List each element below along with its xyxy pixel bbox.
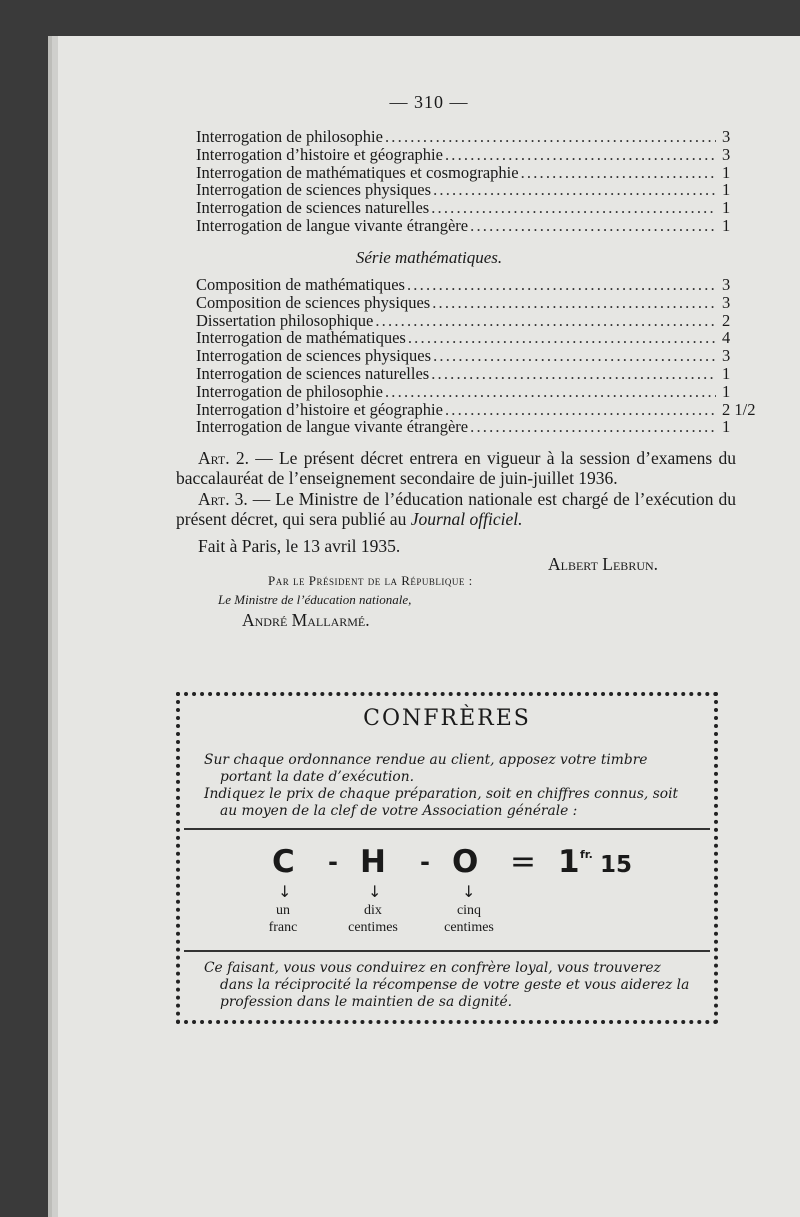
arrow-down-icon: ↓ [278,882,292,901]
list-item-value: 1 [722,162,731,182]
unit-label [238,902,328,936]
formula-dash: - [420,848,430,876]
leader-dots [407,276,716,294]
list-item-value: 3 [722,127,731,146]
box-instructions [204,752,698,820]
list-item [196,346,731,366]
formula-price: 1 [558,844,580,880]
leader-dots [431,365,716,383]
list-item-value: 1 [722,215,731,235]
list-item [196,399,756,419]
box-conclusion [204,960,698,1011]
document-page [58,36,800,1217]
leader-dots [445,146,716,164]
list-item-label: Interrogation de langue vivante étrangère [196,215,469,235]
unit-line: centimes [444,920,494,935]
leader-dots [521,164,716,182]
article-label: Art. 3. [198,489,248,509]
list-item-label: Interrogation de sciences naturelles [196,363,430,383]
article-text: — Le Ministre de l’éducation nationale est chargé de l’exécution du présent décret, qui sera publié au [176,489,736,529]
list-item [196,127,731,146]
coefficient-list-mathematiques [196,275,756,437]
list-item [196,363,731,383]
list-item-label: Dissertation philosophique [196,310,374,330]
leader-dots [433,347,716,365]
list-item-value: 3 [722,275,731,294]
date-place: Fait à Paris, le 13 avril 1935. [198,536,401,556]
formula-dash: - [328,848,338,876]
box-paragraph: Indiquez le prix de chaque préparation, soit en chiffres connus, soit au moyen de la clef de votre Association générale : [204,786,679,819]
par-le-president: Par le Président de la République : [268,573,473,588]
leader-dots [408,329,716,347]
box-paragraph: Ce faisant, vous vous conduirez en confrère loyal, vous trouverez dans la réciprocité la récompense de votre geste et vous aiderez la profession dans le maintien de sa dignité. [204,960,690,1010]
article-2 [176,448,736,488]
list-item [196,275,731,294]
unit-line: franc [268,920,298,935]
unit-label [424,902,514,936]
article-label: Art. 2. [198,448,249,468]
list-item-label: Composition de mathématiques [196,275,405,294]
box-title: CONFRÈRES [363,706,531,731]
formula-c: C [272,844,295,880]
formula-o: O [452,844,479,880]
list-item-label: Interrogation de sciences physiques [196,180,432,200]
arrow-down-icon: ↓ [462,882,476,901]
list-item-value: 1 [722,180,731,200]
journal-title: Journal officiel. [410,509,523,529]
leader-dots [470,418,716,436]
list-item-value: 4 [722,328,731,348]
list-item [196,310,731,330]
list-item [196,292,731,312]
list-item-value: 1 [722,198,731,218]
list-item [196,381,731,401]
unit-line: centimes [348,920,398,935]
divider [184,950,710,952]
list-item [196,180,731,200]
article-3 [176,489,736,529]
page-number: — 310 — [389,92,469,112]
list-item-value: 3 [722,346,731,366]
arrow-down-icon: ↓ [368,882,382,901]
leader-dots [431,199,716,217]
list-item-value: 1 [722,417,731,437]
list-item-label: Composition de sciences physiques [196,292,431,312]
ministre-title: Le Ministre de l’éducation nationale, [218,592,412,607]
signature-ministre: André Mallarmé. [242,610,370,630]
formula-h: H [360,844,386,880]
list-item-value: 3 [722,292,731,312]
list-item [196,328,731,348]
leader-dots [385,128,716,146]
coefficient-list-general [196,127,731,235]
leader-dots [470,217,716,235]
leader-dots [375,312,716,330]
signature-president: Albert Lebrun. [548,554,659,574]
unit-line: un [276,903,290,918]
list-item-label: Interrogation de langue vivante étrangère [196,417,469,437]
list-item-label: Interrogation de sciences naturelles [196,198,430,218]
list-item [196,198,731,218]
list-item-label: Interrogation de philosophie [196,127,383,146]
list-item-label: Interrogation de philosophie [196,381,383,401]
list-item [196,162,731,182]
list-item-label: Interrogation de mathématiques et cosmographie [196,162,519,182]
list-item-value: 1 [722,381,731,401]
unit-label [328,902,418,936]
section-title: Série mathématiques. [355,248,503,267]
list-item [196,144,731,164]
formula-equals: = [510,844,536,880]
list-item [196,215,731,235]
formula-cents: 15 [600,852,633,878]
list-item-value: 2 [722,310,731,330]
divider [184,828,710,830]
list-item-label: Interrogation de sciences physiques [196,346,432,366]
list-item-label: Interrogation d’histoire et géographie [196,144,443,164]
list-item-label: Interrogation de mathématiques [196,328,406,348]
leader-dots [445,401,716,419]
confreres-notice-box [176,692,718,1024]
unit-line: dix [364,903,382,918]
list-item [196,417,731,437]
list-item-value: 3 [722,144,731,164]
list-item-label: Interrogation d’histoire et géographie [196,399,443,419]
formula-unit-sup: fr. [580,848,593,861]
leader-dots [385,383,716,401]
list-item-value: 1 [722,363,731,383]
leader-dots [432,294,716,312]
article-text: — Le présent décret entrera en vigueur à la session d’examens du baccalauréat de l’enseignement secondaire de juin-juillet 1936. [176,448,736,488]
leader-dots [433,181,716,199]
unit-line: cinq [456,903,482,918]
box-paragraph: Sur chaque ordonnance rendue au client, apposez votre timbre portant la date d’exécution. [204,752,648,785]
list-item-value: 2 1/2 [722,399,756,419]
